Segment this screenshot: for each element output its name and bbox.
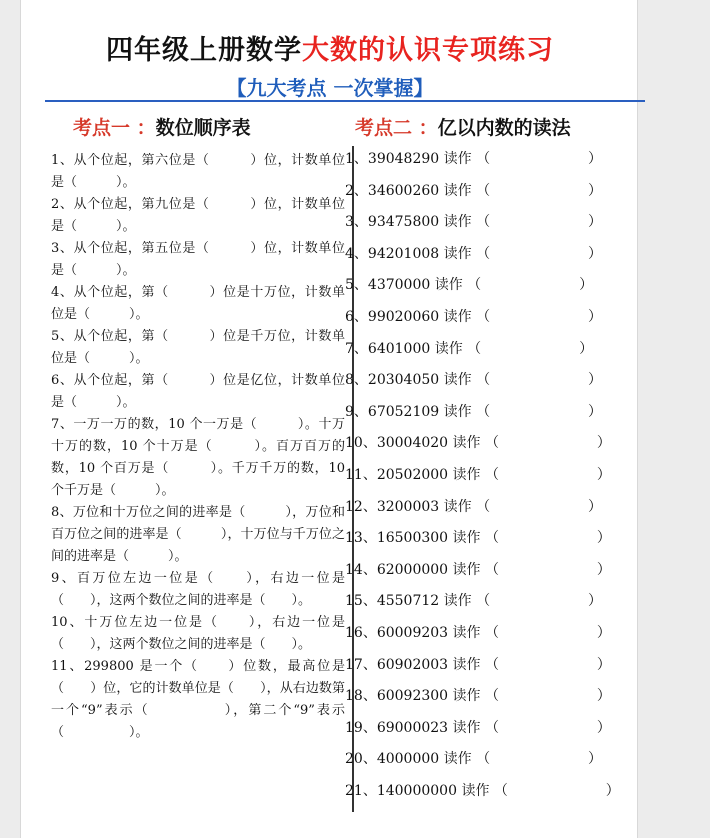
- reading-item: [345, 369, 635, 401]
- answer-blank[interactable]: （ ）: [480, 624, 611, 641]
- item-number: 9、: [345, 403, 368, 420]
- read-as-label: 读作: [452, 530, 481, 547]
- item-number: 12、: [345, 498, 377, 515]
- title-grade: 四年级上册数学: [106, 35, 302, 66]
- number-value: 6401000: [367, 340, 431, 357]
- reading-item: [345, 717, 635, 749]
- question-item: 1、从个位起，第六位是（ ）位，计数单位是（ ）。: [51, 153, 345, 190]
- question-item: 6、从个位起，第（ ）位是亿位，计数单位是（ ）。: [51, 373, 345, 410]
- number-value: 140000000: [376, 782, 457, 799]
- answer-blank[interactable]: （ ）: [480, 719, 611, 736]
- item-number: 21、: [345, 782, 377, 799]
- question-item: 11、299800 是一个（ ）位数，最高位是（ ）位，它的计数单位是（ ），从右边数第一个“9”表示（ ），第二个“9”表示（ ）。: [51, 659, 345, 740]
- read-as-label: 读作: [434, 277, 463, 294]
- number-value: 4550712: [376, 593, 440, 610]
- answer-blank[interactable]: （ ）: [471, 372, 602, 389]
- answer-blank[interactable]: （ ）: [480, 656, 611, 673]
- answer-blank[interactable]: （ ）: [480, 435, 611, 452]
- read-as-label: 读作: [452, 561, 481, 578]
- item-number: 17、: [345, 656, 377, 673]
- answer-blank[interactable]: （ ）: [480, 688, 611, 705]
- read-as-label: 读作: [443, 751, 472, 768]
- number-value: 93475800: [367, 214, 440, 231]
- question-item: 10、十万位左边一位是（ ），右边一位是（ ），这两个数位之间的进率是（ ）。: [51, 615, 345, 652]
- question-item: 9、百万位左边一位是（ ），右边一位是（ ），这两个数位之间的进率是（ ）。: [51, 571, 345, 608]
- reading-item: [345, 432, 635, 464]
- answer-blank[interactable]: （ ）: [471, 593, 602, 610]
- item-number: 13、: [345, 530, 377, 547]
- number-value: 34600260: [367, 182, 440, 199]
- number-value: 94201008: [367, 245, 440, 262]
- read-as-label: 读作: [452, 656, 481, 673]
- reading-item: [345, 274, 635, 306]
- reading-item: [345, 654, 635, 686]
- answer-blank[interactable]: （ ）: [471, 245, 602, 262]
- answer-blank[interactable]: （ ）: [480, 561, 611, 578]
- read-as-label: 读作: [452, 719, 481, 736]
- read-as-label: 读作: [461, 782, 490, 799]
- section2-label: 考点二 ：: [355, 117, 438, 139]
- read-as-label: 读作: [443, 245, 472, 262]
- answer-blank[interactable]: （ ）: [471, 214, 602, 231]
- reading-item: [345, 748, 635, 780]
- section2-topic: 亿以内数的读法: [437, 117, 571, 139]
- number-value: 16500300: [376, 530, 449, 547]
- title-topic: 大数的认识专项练习: [302, 35, 554, 66]
- number-value: 69000023: [376, 719, 449, 736]
- answer-blank[interactable]: （ ）: [471, 182, 602, 199]
- item-number: 19、: [345, 719, 377, 736]
- reading-item: [345, 148, 635, 180]
- number-value: 60092300: [376, 688, 449, 705]
- answer-blank[interactable]: （ ）: [462, 340, 594, 357]
- answer-blank[interactable]: （ ）: [480, 530, 611, 547]
- item-number: 6、: [345, 308, 368, 325]
- section1-topic: 数位顺序表: [155, 117, 251, 139]
- reading-item: [345, 559, 635, 591]
- item-number: 18、: [345, 688, 377, 705]
- number-value: 20502000: [376, 466, 449, 483]
- section2-items: [345, 148, 635, 811]
- number-value: 4000000: [376, 751, 440, 768]
- item-number: 3、: [345, 214, 368, 231]
- read-as-label: 读作: [434, 340, 463, 357]
- subtitle: 【九大考点 一次掌握】: [226, 76, 434, 100]
- read-as-label: 读作: [443, 151, 472, 167]
- question-item: 3、从个位起，第五位是（ ）位，计数单位是（ ）。: [51, 241, 345, 278]
- number-value: 4370000: [367, 277, 431, 294]
- reading-item: [345, 464, 635, 496]
- reading-item: [345, 211, 635, 243]
- title-row: [21, 28, 639, 67]
- reading-item: [345, 590, 635, 622]
- number-value: 20304050: [367, 372, 440, 389]
- reading-item: [345, 338, 635, 370]
- reading-item: [345, 496, 635, 528]
- answer-blank[interactable]: （ ）: [471, 403, 602, 420]
- question-item: 4、从个位起，第（ ）位是十万位，计数单位是（ ）。: [51, 285, 345, 322]
- item-number: 14、: [345, 561, 377, 578]
- answer-blank[interactable]: （ ）: [480, 466, 611, 483]
- item-number: 15、: [345, 593, 377, 610]
- question-item: 8、万位和十万位之间的进率是（ ），万位和百万位之间的进率是（ ），十万位与千万位之间的进率是（ ）。: [51, 505, 345, 564]
- number-value: 99020060: [367, 308, 440, 325]
- answer-blank[interactable]: （ ）: [471, 308, 602, 325]
- item-number: 8、: [345, 372, 368, 389]
- number-value: 30004020: [376, 435, 449, 452]
- read-as-label: 读作: [452, 466, 481, 483]
- item-number: 7、: [345, 340, 368, 357]
- item-number: 16、: [345, 624, 377, 641]
- read-as-label: 读作: [443, 308, 472, 325]
- page-title: [106, 35, 554, 66]
- read-as-label: 读作: [452, 435, 481, 452]
- number-value: 39048290: [367, 151, 440, 167]
- item-number: 4、: [345, 245, 368, 262]
- read-as-label: 读作: [443, 214, 472, 231]
- answer-blank[interactable]: （ ）: [489, 782, 620, 799]
- reading-item: [345, 180, 635, 212]
- section2-heading: [355, 113, 571, 140]
- item-number: 20、: [345, 751, 377, 768]
- section1-questions: [51, 150, 345, 744]
- read-as-label: 读作: [452, 624, 481, 641]
- question-item: 5、从个位起，第（ ）位是千万位，计数单位是（ ）。: [51, 329, 345, 366]
- read-as-label: 读作: [443, 498, 472, 515]
- read-as-label: 读作: [443, 403, 472, 420]
- read-as-label: 读作: [443, 593, 472, 610]
- title-underline: [45, 100, 645, 102]
- answer-blank[interactable]: （ ）: [471, 751, 602, 768]
- item-number: 10、: [345, 435, 377, 452]
- reading-item: [345, 306, 635, 338]
- answer-blank[interactable]: （ ）: [471, 498, 602, 515]
- number-value: 62000000: [376, 561, 449, 578]
- item-number: 11、: [345, 466, 377, 483]
- reading-item: [345, 527, 635, 559]
- subtitle-row: [21, 72, 639, 101]
- answer-blank[interactable]: （ ）: [462, 277, 594, 294]
- number-value: 60902003: [376, 656, 449, 673]
- read-as-label: 读作: [443, 182, 472, 199]
- reading-item: [345, 401, 635, 433]
- question-item: 7、一万一万的数，10 个一万是（ ）。十万十万的数，10 个十万是（ ）。百万百万的数，10 个百万是（ ）。千万千万的数，10 个千万是（ ）。: [51, 417, 345, 498]
- section1-heading: [73, 113, 251, 140]
- number-value: 3200003: [376, 498, 440, 515]
- item-number: 5、: [345, 277, 368, 294]
- item-number: 1、: [345, 151, 368, 167]
- reading-item: [345, 780, 635, 812]
- section1-label: 考点一 ：: [73, 117, 156, 139]
- worksheet-page: [20, 0, 638, 838]
- reading-item: [345, 685, 635, 717]
- question-item: 2、从个位起，第九位是（ ）位，计数单位是（ ）。: [51, 197, 345, 234]
- item-number: 2、: [345, 182, 368, 199]
- scrollbar[interactable]: [702, 0, 710, 838]
- reading-item: [345, 622, 635, 654]
- number-value: 60009203: [376, 624, 449, 641]
- number-value: 67052109: [367, 403, 440, 420]
- read-as-label: 读作: [443, 372, 472, 389]
- read-as-label: 读作: [452, 688, 481, 705]
- answer-blank[interactable]: （ ）: [471, 151, 602, 167]
- reading-item: [345, 243, 635, 275]
